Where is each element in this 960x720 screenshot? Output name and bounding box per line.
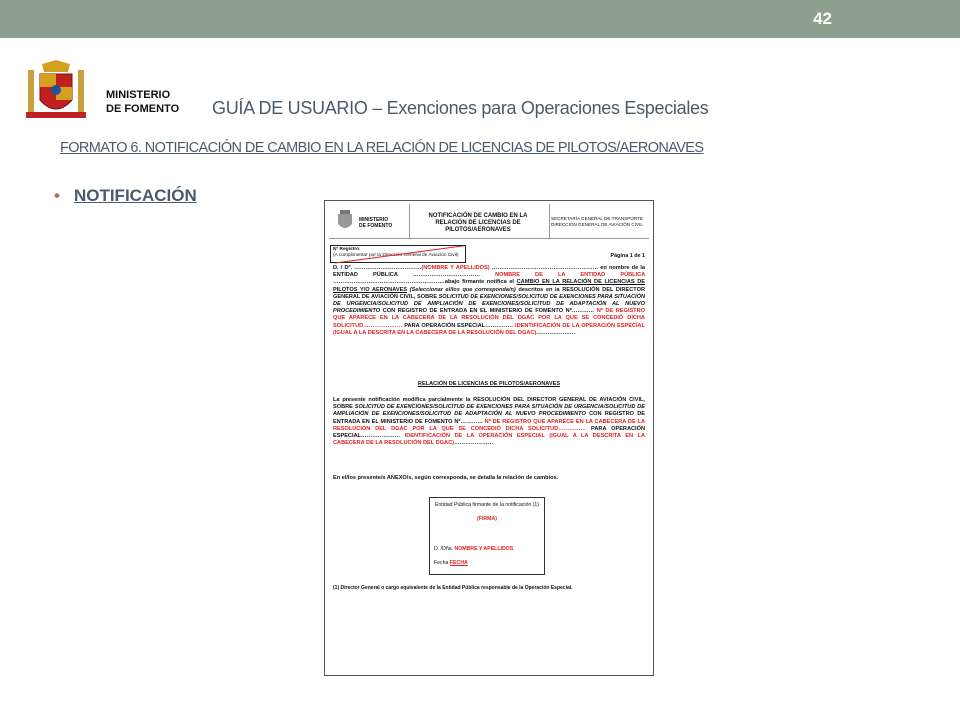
doc-header-cell-left: [329, 204, 410, 238]
p1-red-3: Nº DE REGISTRO QUE APARECE EN LA CABECERA DE LA RESOLUCIÓN DEL DGAC POR LA QUE SE CONCEDIÓ DICHA SOLICITUD…………………: [333, 308, 645, 329]
form-document-image: [324, 200, 654, 676]
bullet-dot: •: [54, 186, 60, 205]
sign-firma: (FIRMA): [477, 516, 497, 522]
ministry-line-1: MINISTERIO: [106, 89, 171, 101]
registro-box: [330, 245, 466, 263]
doc-ministry: [359, 217, 392, 229]
p1-a: D. / Dª. ………………………………: [333, 265, 422, 271]
ministry-logo-text: [106, 88, 179, 116]
p1-d: descritos en la RESOLUCIÓN DEL DIRECTOR GENERAL DE AVIACIÓN CIVIL, SOBRE: [333, 286, 645, 300]
sign-date-row: [434, 560, 468, 567]
p1-c: ……………………………………………………abajo firmante notifica el: [333, 279, 514, 286]
p1-red-2: NOMBRE DE LA ENTIDAD PÚBLICA: [495, 272, 645, 279]
doc-ministry-line-2: DE FOMENTO: [359, 223, 393, 229]
p1-e: CON REGISTRO DE ENTRADA EN EL MINISTERIO DE FOMENTO Nº…………: [382, 308, 595, 315]
doc-header-right-line-1: SECRETARÍA GENERAL DE TRANSPORTE: [551, 216, 643, 221]
p2-b: CON REGISTRO DE ENTRADA EN EL MINISTERIO DE FOMENTO Nº…………: [333, 411, 645, 425]
p1-f: PARA OPERACIÓN ESPECIAL……………: [404, 322, 514, 329]
p2-italic-1: SOLICITUD DE EXENCIONES/SOLICITUD DE EXENCIONES PARA SITUACIÓN DE URGENCIA/SOLICITUD DE AMPLIACIÓN DE EXENCIONES/SOLICITUD DE ADAPTACIÓN AL NUEVO PROCEDIMIENTO: [333, 404, 645, 418]
doc-ministry-line-1: MINISTERIO: [359, 217, 389, 223]
ministry-line-2: DE FOMENTO: [106, 103, 180, 115]
p1-red-4: IDENTIFICACIÓN DE LA OPERACIÓN ESPECIAL (IGUAL A LA DESCRITA EN LA CABECERA DE LA RESOLUCIÓN DEL DGAC): [333, 322, 645, 336]
p1-italic-2: SOLICITUD DE EXENCIONES/SOLICITUD DE EXENCIONES PARA SITUACIÓN DE URGENCIA/SOLICITUD DE AMPLIACIÓN DE EXENCIONES/SOLICITUD DE ADAPTACIÓN AL NUEVO PROCEDIMIENTO: [333, 293, 646, 315]
doc-paragraph-2: [333, 397, 645, 447]
slide-page-number: 42: [813, 9, 832, 28]
p1-red-1: (NOMBRE Y APELLIDOS): [421, 265, 490, 271]
signature-box: [429, 497, 545, 575]
p1-italic-1: (Seleccionar el/los que corresponda/n): [409, 286, 516, 293]
sign-date-label: Fecha: [434, 560, 449, 566]
p2-red-2: IDENTIFICACIÓN DE LA OPERACIÓN ESPECIAL (IGUAL A LA DESCRITA EN LA CABECERA DE LA RESOLUCIÓN DEL DGAC): [333, 433, 645, 447]
p2-d: …………………: [454, 440, 494, 447]
spain-coat-of-arms-icon: [26, 60, 86, 120]
red-strike-line-icon: [331, 246, 467, 264]
bullet-notification: [54, 186, 197, 206]
bullet-label: NOTIFICACIÓN: [73, 186, 197, 205]
doc-header-title: NOTIFICACIÓN DE CAMBIO EN LA RELACIÓN DE LICENCIAS DE PILOTOS/AERONAVES: [428, 213, 528, 233]
doc-header-right: [551, 216, 651, 227]
doc-paragraph-3: En el/los presente/s ANEXO/s, según corresponda, se detalla la relación de cambios.: [333, 475, 559, 481]
doc-footnote: (1) Director General o cargo equivalente de la Entidad Pública responsable de la Operación Especial.: [333, 585, 573, 591]
p2-a: La presente notificación modifica parcialmente la RESOLUCIÓN DEL DIRECTOR GENERAL DE AVIACIÓN CIVIL, SOBRE: [333, 397, 645, 411]
doc-coat-of-arms-icon: [335, 210, 355, 232]
doc-header: [329, 204, 649, 239]
sign-name-row: [434, 546, 513, 553]
sign-date-value: FECHA: [449, 560, 468, 566]
p1-underlined: CAMBIO EN LA RELACIÓN DE LICENCIAS DE PILOTOS Y/O AERONAVES: [333, 279, 645, 293]
p2-c: PARA OPERACIÓN ESPECIAL…………………: [333, 425, 645, 440]
top-bar: [0, 0, 960, 38]
p1-g: …………………: [536, 329, 576, 336]
doc-page-of: Página 1 de 1: [610, 253, 645, 259]
sign-name-label: D. /Dña.: [434, 546, 454, 552]
registro-label: Nº Registro:: [333, 247, 361, 252]
doc-paragraph-1: [333, 265, 645, 337]
p2-red-1: Nº DE REGISTRO QUE APARECE EN LA CABECERA DE LA RESOLUCIÓN DEL DGAC POR LA QUE SE CONCEDIÓ DICHA SOLICITUD……………: [333, 418, 645, 432]
doc-section-title: RELACIÓN DE LICENCIAS DE PILOTOS/AERONAVES: [417, 381, 561, 387]
p1-b: ………………………………………………… en nombre de la ENTIDAD PÚBLICA ………………………………: [333, 265, 645, 279]
sign-name-value: NOMBRE Y APELLIDOS: [454, 546, 514, 552]
registro-note: (A cumplimentar por la Dirección General de Aviación Civil): [333, 253, 459, 258]
sign-title: Entidad Pública firmante de la notificación (1): [434, 502, 540, 508]
guide-title: GUÍA DE USUARIO – Exenciones para Operaciones Especiales: [212, 98, 709, 118]
format-title: FORMATO 6. NOTIFICACIÓN DE CAMBIO EN LA RELACIÓN DE LICENCIAS DE PILOTOS/AERONAVES: [60, 140, 704, 156]
doc-header-right-line-2: DIRECCIÓN GENERAL DE AVIACIÓN CIVIL: [551, 221, 643, 227]
